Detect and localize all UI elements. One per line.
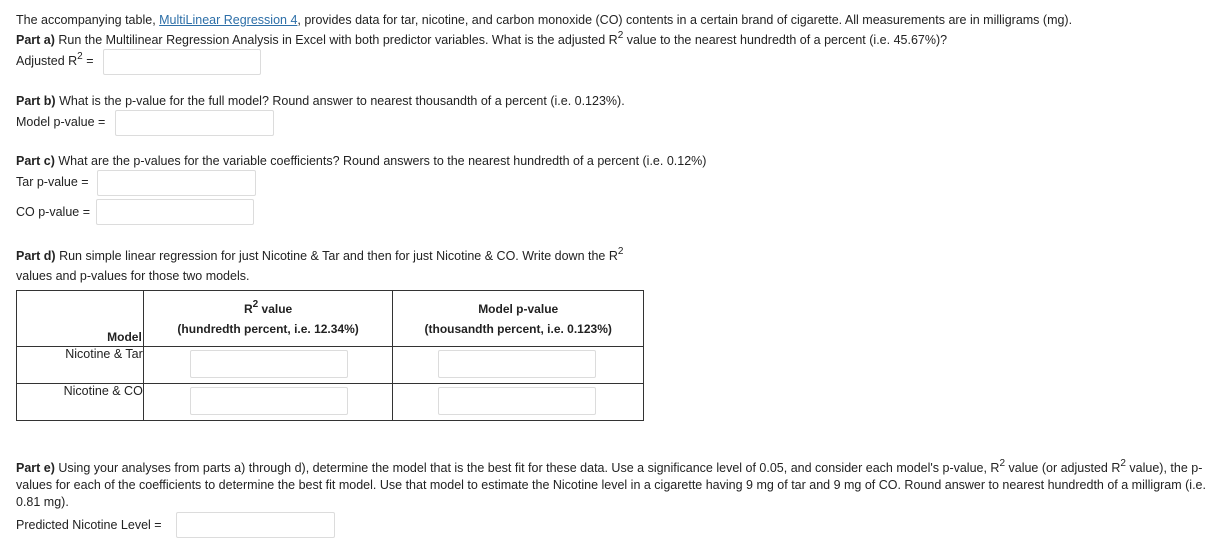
part-d-label: Part d) bbox=[16, 249, 56, 263]
p-input-nicotine-tar[interactable] bbox=[438, 350, 596, 378]
header-p-sub: (thousandth percent, i.e. 0.123%) bbox=[424, 321, 612, 336]
part-e-sup1: 2 bbox=[999, 458, 1006, 469]
intro-after: , provides data for tar, nicotine, and carbon monoxide (CO) contents in a certain brand of cigarette. All measurements are in milligrams (mg). bbox=[297, 13, 1073, 27]
header-r2-word: value bbox=[261, 301, 293, 316]
header-r2-sup: 2 bbox=[252, 298, 259, 310]
header-p-title: Model p-value bbox=[478, 301, 559, 316]
header-model-cell bbox=[17, 291, 144, 347]
part-e-label: Part e) bbox=[16, 461, 55, 475]
p-cell-nicotine-co bbox=[393, 384, 644, 421]
part-e-sup2: 2 bbox=[1120, 458, 1126, 469]
part-c-label: Part c) bbox=[16, 154, 55, 168]
table-row bbox=[17, 384, 644, 421]
part-d-sup: 2 bbox=[617, 246, 624, 257]
part-a-text-before: Run the Multilinear Regression Analysis in Excel with both predictor variables. What is the adjusted R bbox=[54, 33, 618, 47]
adjusted-r2-label bbox=[16, 53, 94, 69]
part-a-text-after: value to the nearest hundredth of a percent (i.e. 45.67%)? bbox=[623, 33, 948, 47]
header-r2-sub: (hundredth percent, i.e. 12.34%) bbox=[177, 321, 359, 336]
row-label-nicotine-co: Nicotine & CO bbox=[17, 384, 144, 421]
data-table-link[interactable]: MultiLinear Regression 4 bbox=[159, 13, 298, 27]
predicted-nicotine-label: Predicted Nicotine Level = bbox=[16, 518, 162, 532]
r2-cell-nicotine-tar bbox=[143, 347, 393, 384]
r2-cell-nicotine-co bbox=[143, 384, 393, 421]
part-b-question bbox=[16, 93, 625, 109]
intro-before: The accompanying table, bbox=[16, 13, 160, 27]
part-d-question bbox=[16, 248, 623, 264]
part-a-label: Part a) bbox=[16, 33, 55, 47]
adjusted-r2-equals: = bbox=[82, 54, 94, 68]
part-e-text3: value), the p-values for each of the coefficients to determine the best fit model. Use that model to estimate the Nicotine level in a cigarette having 9 mg of tar and 9 mg of CO. Round answer to nearest hundredth of a milligram (i.e. 0.81 mg). bbox=[16, 461, 1206, 509]
part-c-text: What are the p-values for the variable coefficients? Round answers to the nearest hundredth of a percent (i.e. 0.12%) bbox=[54, 154, 707, 168]
header-model: Model bbox=[107, 330, 142, 344]
part-b-text: What is the p-value for the full model? Round answer to nearest thousandth of a percent (i.e. 0.123%). bbox=[55, 94, 625, 108]
header-p-cell bbox=[393, 291, 644, 347]
adjusted-r2-sup: 2 bbox=[77, 51, 83, 62]
part-c-question bbox=[16, 153, 706, 169]
model-p-value-label: Model p-value = bbox=[16, 115, 106, 129]
co-p-value-label: CO p-value = bbox=[16, 205, 90, 219]
r2-input-nicotine-tar[interactable] bbox=[190, 350, 348, 378]
r2-input-nicotine-co[interactable] bbox=[190, 387, 348, 415]
co-p-value-input[interactable] bbox=[96, 199, 254, 225]
model-p-value-input[interactable] bbox=[115, 110, 274, 136]
part-e-question bbox=[16, 460, 1216, 511]
header-r2-title: $R^2$ value bbox=[243, 298, 293, 316]
tar-p-value-input[interactable] bbox=[97, 170, 256, 196]
adjusted-r2-input[interactable] bbox=[103, 49, 261, 75]
adjusted-r2-label-text: Adjusted R bbox=[16, 54, 78, 68]
intro-text bbox=[16, 12, 1072, 28]
part-b-label: Part b) bbox=[16, 94, 56, 108]
part-e-text2: value (or adjusted R bbox=[1005, 461, 1121, 475]
header-r2-cell bbox=[143, 291, 393, 347]
p-input-nicotine-co[interactable] bbox=[438, 387, 596, 415]
part-d-text-before: Run simple linear regression for just Nicotine & Tar and then for just Nicotine & CO. Write down the R bbox=[55, 249, 618, 263]
part-a-sup: 2 bbox=[617, 30, 624, 41]
part-e-text1: Using your analyses from parts a) through d), determine the model that is the best fit for these data. Use a significance level of 0.05, and consider each model's p-value, R bbox=[54, 461, 1000, 475]
tar-p-value-label: Tar p-value = bbox=[16, 175, 89, 189]
part-d-question-line2: values and p-values for those two models. bbox=[16, 269, 250, 283]
p-cell-nicotine-tar bbox=[393, 347, 644, 384]
row-label-nicotine-tar: Nicotine & Tar bbox=[17, 347, 144, 384]
table-header-row bbox=[17, 291, 644, 347]
part-a-question bbox=[16, 32, 947, 48]
regression-table bbox=[16, 290, 644, 421]
table-row bbox=[17, 347, 644, 384]
predicted-nicotine-input[interactable] bbox=[176, 512, 335, 538]
